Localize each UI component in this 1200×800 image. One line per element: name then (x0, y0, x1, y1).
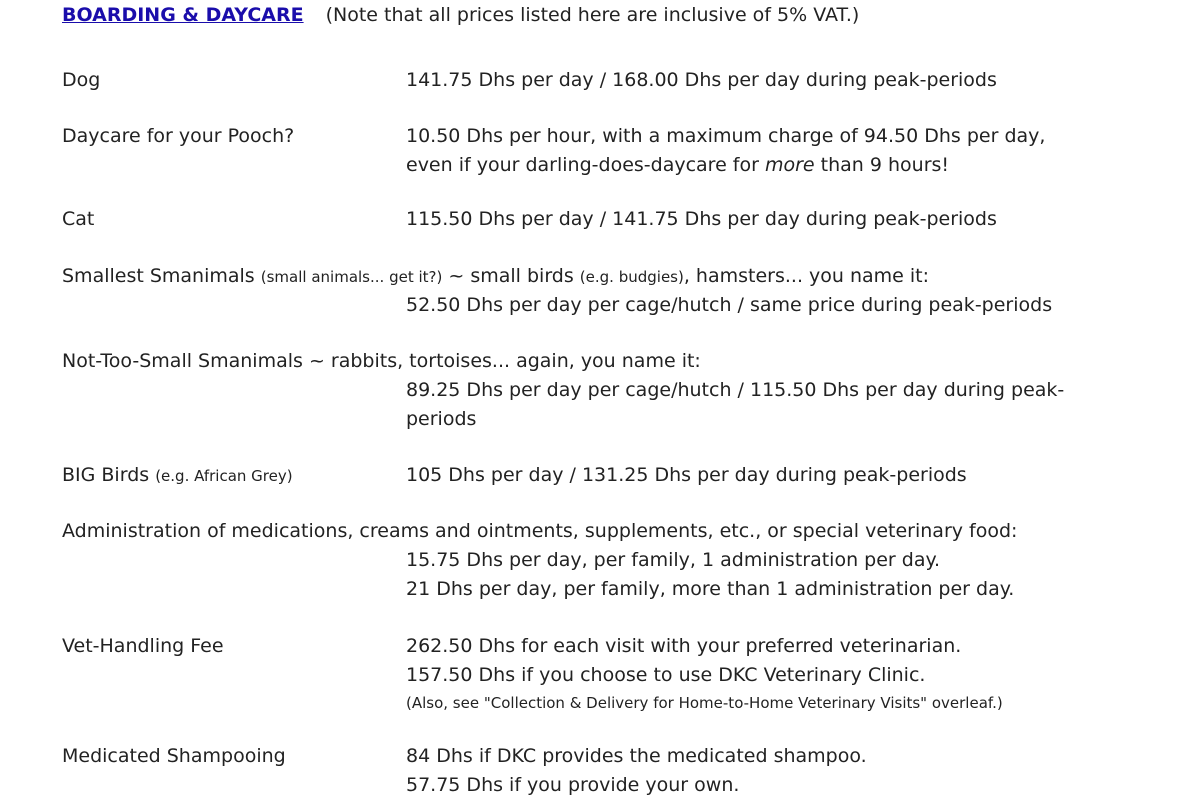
dog-price: 141.75 Dhs per day / 168.00 Dhs per day during peak-periods (406, 69, 997, 91)
vat-note: (Note that all prices listed here are inclusive of 5% VAT.) (325, 4, 860, 26)
medicated-shampooing-price-line1: 84 Dhs if DKC provides the medicated shampoo. (406, 745, 867, 767)
big-birds-label (62, 461, 293, 491)
dog-label: Dog (62, 69, 101, 91)
smallest-smanimals-price: 52.50 Dhs per day per cage/hutch / same price during peak-periods (406, 294, 1053, 316)
daycare-line2-after: than 9 hours! (814, 154, 950, 176)
daycare-label: Daycare for your Pooch? (62, 125, 295, 147)
vet-handling-price-line2: 157.50 Dhs if you choose to use DKC Veterinary Clinic. (406, 664, 926, 686)
daycare-line2-before: even if your darling-does-daycare for (406, 154, 765, 176)
administration-price-line2: 21 Dhs per day, per family, more than 1 administration per day. (406, 578, 1015, 600)
boarding-daycare-heading-link[interactable]: BOARDING & DAYCARE (62, 4, 304, 26)
smallest-desc-aside: (e.g. budgies) (579, 268, 684, 286)
daycare-price-line1: 10.50 Dhs per hour, with a maximum charge of 94.50 Dhs per day, (406, 125, 1046, 147)
section-header (62, 4, 859, 26)
daycare-price-line2 (406, 151, 949, 180)
big-birds-label-aside: (e.g. African Grey) (155, 467, 293, 485)
smallest-label: Smallest Smanimals (62, 265, 255, 287)
vet-handling-price-line1: 262.50 Dhs for each visit with your preferred veterinarian. (406, 635, 962, 657)
medicated-shampooing-price-line2: 57.75 Dhs if you provide your own. (406, 774, 740, 796)
cat-label: Cat (62, 208, 95, 230)
smallest-desc-before: ~ small birds (442, 265, 580, 287)
cat-price: 115.50 Dhs per day / 141.75 Dhs per day during peak-periods (406, 208, 997, 230)
vet-handling-label: Vet-Handling Fee (62, 635, 224, 657)
big-birds-label-text: BIG Birds (62, 464, 150, 486)
administration-price-line1: 15.75 Dhs per day, per family, 1 administration per day. (406, 549, 941, 571)
medicated-shampooing-label: Medicated Shampooing (62, 745, 286, 767)
smallest-label-aside: (small animals... get it?) (260, 268, 443, 286)
daycare-line2-emphasis: more (764, 154, 815, 176)
not-too-small-price-line1: 89.25 Dhs per day per cage/hutch / 115.50 Dhs per day during peak- (406, 379, 1065, 401)
smallest-smanimals-description (62, 262, 929, 292)
vet-handling-note: (Also, see "Collection & Delivery for Home-to-Home Veterinary Visits" overleaf.) (406, 694, 1003, 712)
not-too-small-description: Not-Too-Small Smanimals ~ rabbits, tortoises... again, you name it: (62, 350, 701, 372)
not-too-small-price-line2: periods (406, 408, 477, 430)
smallest-desc-after: , hamsters... you name it: (683, 265, 930, 287)
administration-description: Administration of medications, creams and ointments, supplements, etc., or special veterinary food: (62, 520, 1018, 542)
big-birds-price: 105 Dhs per day / 131.25 Dhs per day during peak-periods (406, 464, 967, 486)
